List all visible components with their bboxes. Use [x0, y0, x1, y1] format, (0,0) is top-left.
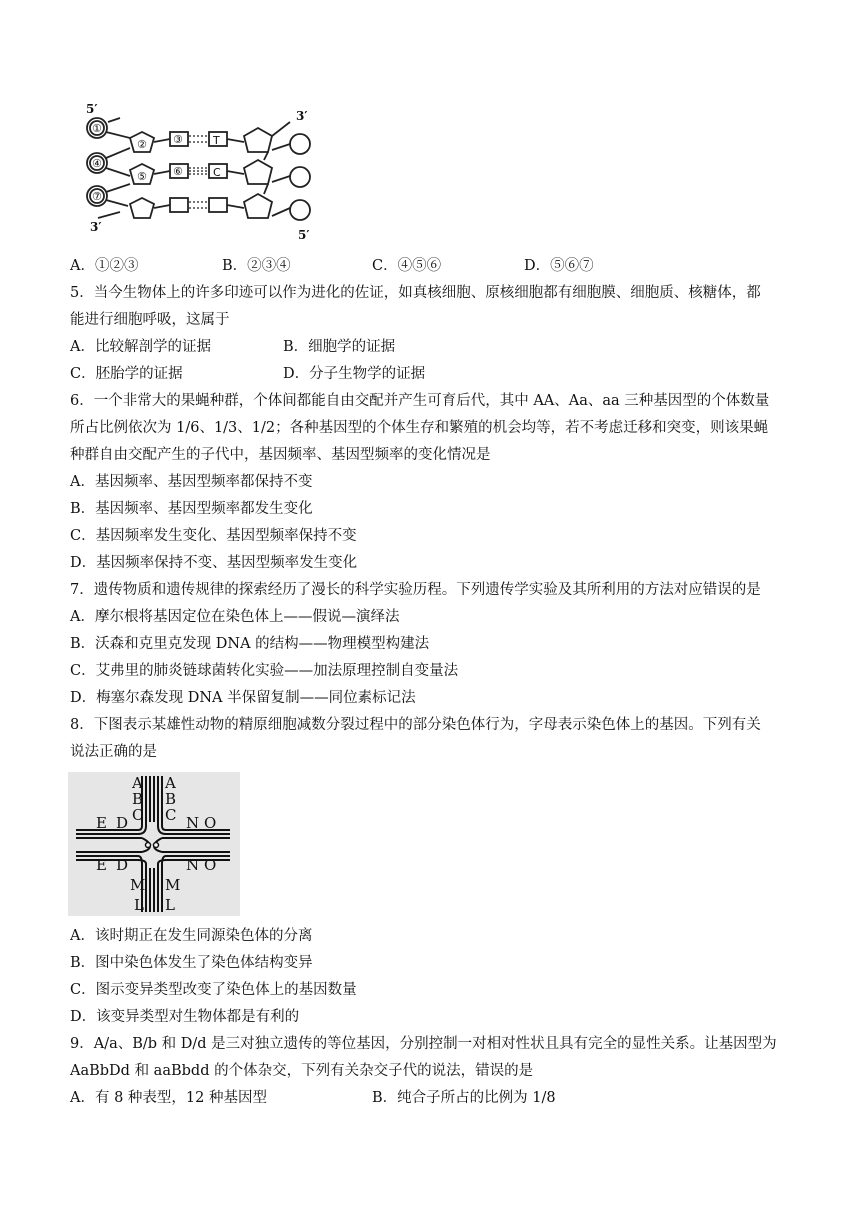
label-7: ⑦ — [92, 190, 102, 203]
chromosome-diagram — [68, 772, 240, 916]
q6-stem-line-1: 6．一个非常大的果蝇种群，个体间都能自由交配并产生可育后代，其中 AA、Aa、aa 三种基因型的个体数量 — [70, 393, 770, 409]
base-bottom-right — [209, 198, 227, 212]
gene-b-left: B — [132, 790, 144, 808]
q8-stem-line-1: 8．下图表示某雄性动物的精原细胞减数分裂过程中的部分染色体行为，字母表示染色体上的基因。下列有关 — [70, 717, 761, 733]
label-6: ⑥ — [173, 165, 183, 178]
gene-l-right: L — [165, 896, 175, 914]
end-3-bottom: 3′ — [90, 220, 102, 234]
gene-m-right: M — [165, 876, 181, 894]
q7-option-c[interactable]: C．艾弗里的肺炎链球菌转化实验——加法原理控制自变量法 — [70, 663, 459, 679]
gene-c-left: C — [132, 806, 144, 824]
phosphate-right-1 — [290, 134, 310, 154]
centromere-1 — [146, 843, 151, 848]
base-c-label: C — [213, 166, 221, 179]
end-5-top: 5′ — [86, 102, 98, 116]
q8-option-d[interactable]: D．该变异类型对生物体都是有利的 — [70, 1009, 300, 1025]
q8-option-a[interactable]: A．该时期正在发生同源染色体的分离 — [70, 928, 313, 944]
q6-option-a[interactable]: A．基因频率、基因型频率都保持不变 — [70, 474, 313, 490]
q5-stem-line-2: 能进行细胞呼吸，这属于 — [70, 312, 230, 328]
q7-option-a[interactable]: A．摩尔根将基因定位在染色体上——假说—演绎法 — [70, 609, 400, 625]
end-3-top: 3′ — [296, 109, 308, 123]
gene-b-right: B — [165, 790, 177, 808]
gene-m-left: M — [130, 876, 146, 894]
label-2: ② — [137, 138, 147, 151]
gene-o-lower: O — [204, 856, 217, 874]
end-5-bottom: 5′ — [298, 228, 310, 242]
q9-stem-line-2: AaBbDd 和 aaBbdd 的个体杂交，下列有关杂交子代的说法，错误的是 — [70, 1063, 534, 1079]
label-5: ⑤ — [137, 170, 147, 183]
phosphate-right-2 — [290, 167, 310, 187]
q6-option-c[interactable]: C．基因频率发生变化、基因型频率保持不变 — [70, 528, 357, 544]
gene-d-upper: D — [116, 814, 129, 832]
label-3: ③ — [173, 133, 183, 146]
centromere-2 — [154, 843, 159, 848]
q4-option-c[interactable]: C．④⑤⑥ — [372, 258, 442, 274]
q9-stem-line-1: 9．A/a、B/b 和 D/d 是三对独立遗传的等位基因，分别控制一对相对性状且具有完全的显性关系。让基因型为 — [70, 1036, 777, 1052]
base-t-label: T — [213, 134, 220, 147]
gene-n-upper: N — [186, 814, 200, 832]
gene-c-right: C — [165, 806, 177, 824]
q7-option-b[interactable]: B．沃森和克里克发现 DNA 的结构——物理模型构建法 — [70, 636, 430, 652]
chromosome-cross-figure — [68, 772, 240, 916]
q6-option-d[interactable]: D．基因频率保持不变、基因型频率发生变化 — [70, 555, 358, 571]
q6-stem-line-3: 种群自由交配产生的子代中，基因频率、基因型频率的变化情况是 — [70, 447, 491, 463]
gene-e-upper: E — [96, 814, 107, 832]
sugar-right-1 — [244, 128, 272, 152]
gene-o-upper: O — [204, 814, 217, 832]
label-1: ① — [92, 122, 102, 135]
sugar-right-3 — [244, 194, 272, 218]
gene-d-lower: D — [116, 856, 129, 874]
q5-stem-line-1: 5．当今生物体上的许多印迹可以作为进化的佐证，如真核细胞、原核细胞都有细胞膜、细胞质、核糖体，都 — [70, 285, 761, 301]
dna-structure-figure — [68, 100, 330, 242]
q7-option-d[interactable]: D．梅塞尔森发现 DNA 半保留复制——同位素标记法 — [70, 690, 416, 706]
gene-n-lower: N — [186, 856, 200, 874]
q8-option-b[interactable]: B．图中染色体发生了染色体结构变异 — [70, 955, 313, 971]
q4-option-a[interactable]: A．①②③ — [70, 258, 139, 274]
gene-a-left: A — [132, 774, 143, 792]
q6-option-b[interactable]: B．基因频率、基因型频率都发生变化 — [70, 501, 313, 517]
q5-option-d[interactable]: D．分子生物学的证据 — [283, 366, 426, 382]
sugar-right-2 — [244, 160, 272, 184]
gene-a-right: A — [165, 774, 176, 792]
q7-stem-line-1: 7．遗传物质和遗传规律的探索经历了漫长的科学实验历程。下列遗传学实验及其所利用的方法对应错误的是 — [70, 582, 761, 598]
q4-option-b[interactable]: B．②③④ — [222, 258, 291, 274]
dna-diagram — [68, 100, 330, 242]
phosphate-right-3 — [290, 200, 310, 220]
label-4: ④ — [92, 157, 102, 170]
gene-l-left: L — [134, 896, 144, 914]
q9-option-b[interactable]: B．纯合子所占的比例为 1/8 — [372, 1090, 556, 1106]
q4-option-d[interactable]: D．⑤⑥⑦ — [524, 258, 594, 274]
q6-stem-line-2: 所占比例依次为 1/6、1/3、1/2；各种基因型的个体生存和繁殖的机会均等，若不考虑迁移和突变，则该果蝇 — [70, 420, 769, 436]
sugar-bottom-left — [130, 198, 154, 218]
base-bottom-left — [170, 198, 188, 212]
q5-option-a[interactable]: A．比较解剖学的证据 — [70, 339, 211, 355]
q5-option-b[interactable]: B．细胞学的证据 — [283, 339, 396, 355]
q8-option-c[interactable]: C．图示变异类型改变了染色体上的基因数量 — [70, 982, 357, 998]
q8-stem-line-2: 说法正确的是 — [70, 744, 157, 760]
q5-option-c[interactable]: C．胚胎学的证据 — [70, 366, 183, 382]
q9-option-a[interactable]: A．有 8 种表型，12 种基因型 — [70, 1090, 267, 1106]
gene-e-lower: E — [96, 856, 107, 874]
